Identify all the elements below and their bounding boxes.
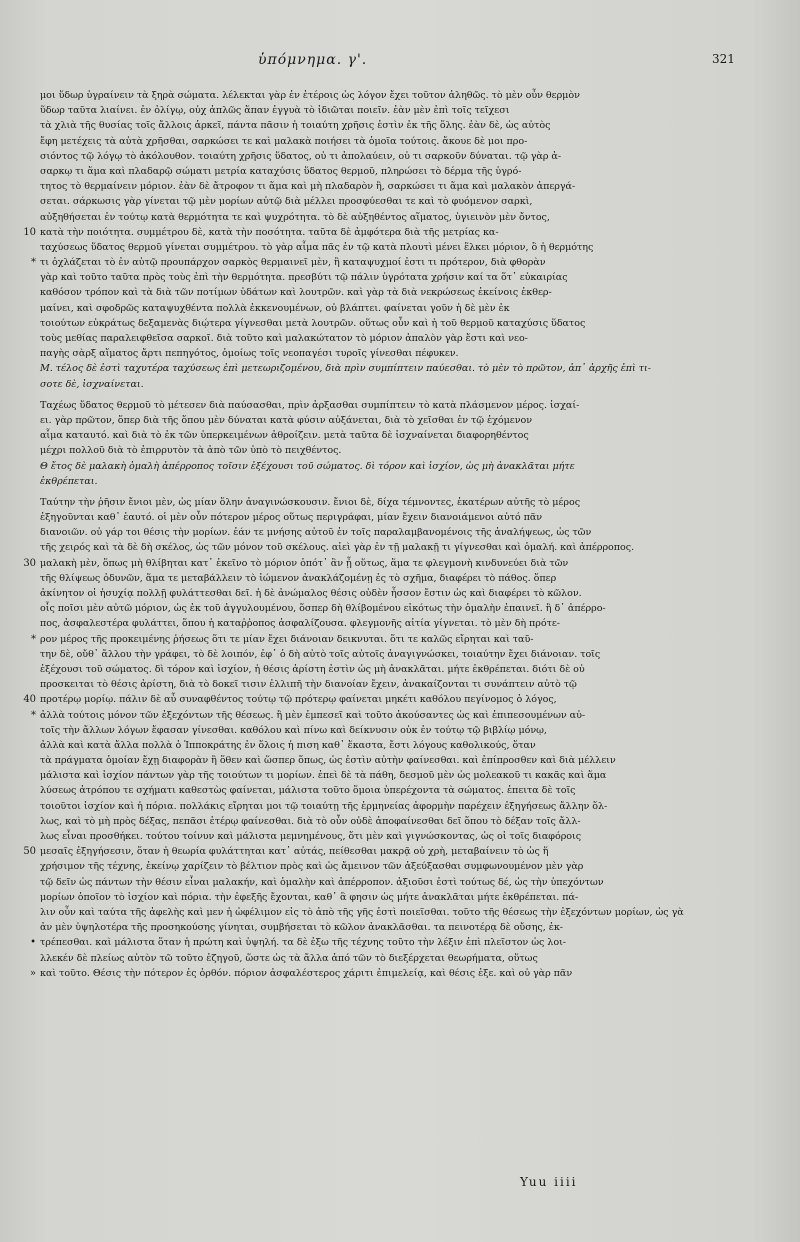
line-text: τρέπεσθαι. καὶ μάλιστα ὅταν ἡ πρώτη καὶ ὑψηλή. τα δὲ ἐξω τῆς τέχνης τοῦτο τὴν λέξιν ἐπὶ πλεῖστον ὡς λοι- <box>40 937 566 949</box>
lemma-line <box>40 474 740 489</box>
line-text: ἀκίνητον οἱ ἡσυχίᾳ πολλῇ φυλάττεσθαι δεῖ. ἡ δὲ ἀνώμαλος θέσις οὐδὲν ἧσσον ἔστιν ὡς καὶ διαφέρει τὸ κῶλον. <box>40 588 582 599</box>
text-line <box>40 346 740 361</box>
line-text: τητος τὸ θερμαίνειν μόριον. ἐὰν δὲ ἄτροφον τι ἅμα καὶ μὴ πλαδαρὸν ἢ, σαρκώσει τι ἅμα καὶ μαλακὸν ἀπεργά- <box>40 181 576 193</box>
text-line <box>40 413 740 428</box>
line-text: μορίων ὁποῖον τὸ ἰσχίον καὶ πόρια. τὴν ἐφεξῆς ἔχονται, καθ᾽ ἃ φησιν ὡς μήτε ἀνακλᾶται μήτε ἐκθρέπεται. πά- <box>40 891 579 903</box>
text-line <box>30 935 740 950</box>
text-line <box>40 210 740 225</box>
text-line <box>40 88 740 103</box>
line-text: καὶ τοῦτο. Θέσις τὴν πότερον ἐς ὁρθόν. πόριον ἀσφαλέστερος χάριτι ἐπιμελείᾳ, καὶ θέσις ἐξε. καὶ οὐ γὰρ πᾶν <box>40 967 573 979</box>
line-text: τι ὀχλάζεται τὸ ἐν αὐτῷ προυπάρχον σαρκὸς θερμαινεῖ μὲν, ἢ καταψυχμοί ἐστι τι πρότερον, διὰ φθορὰν <box>40 257 546 269</box>
text-line <box>40 331 740 346</box>
page-footer <box>0 1175 800 1195</box>
line-text: οἷς ποῖσι μὲν αὐτῶ μόριον, ὡς ἐκ τοῦ ἀγγυλουμένου, ὅσπερ δὴ θλίβομένου εἰκότως τὴν ὁμαλὴν ἐπαινεῖ. ἢ δ᾽ ἀπέρρο- <box>40 603 606 615</box>
line-text: αἷμα καταυτό. καὶ διὰ τὸ ἐκ τῶν ὑπερκειμένων ἀθροίζειν. μετὰ ταῦτα δὲ ἰσχναίνεται διαφορηθέντος <box>40 430 529 442</box>
text-line <box>40 738 740 753</box>
margin-mark: 10 <box>23 226 36 238</box>
lemma-line <box>40 361 740 376</box>
text-line <box>40 495 740 510</box>
page-header <box>0 52 800 76</box>
line-text: τοιούτων εὐκράτως δεξαμενὰς διῴτερα γίγνεσθαι μετὰ λουτρῶν. οὕτως οὖν καὶ ἡ τοῦ θερμοῦ καταχύσις ὕδατος <box>40 317 586 329</box>
line-text: σαρκῳ τι ἅμα καὶ πλαδαρῷ σώματι μετρία καταχύσις ὕδατος θερμοῦ, πληρώσει τὸ δέρμα τῆς ὑγρό- <box>40 165 522 177</box>
text-line <box>40 301 740 316</box>
line-text: την δὲ, οὔθ᾽ ἄλλου τὴν γράφει, τὸ δὲ λοιπόν, ἐφ᾽ ὁ δὴ αὐτὸ τοῖς αὐτοῖς ἀναγιγνώσκει, τοιαύτην ἔχει διάνοιαν. τοῖς <box>40 648 601 660</box>
text-line <box>40 951 740 966</box>
text-line <box>31 255 740 270</box>
line-text: τῆς χειρός καὶ τὰ δὲ δὴ σκέλος, ὡς τῶν μόνον τοῦ σκέλους. αἰεὶ γὰρ ἐν τῇ μαλακῇ τι γίγνεσθαι καὶ ὁμαλή. καὶ ἀπέρροπος. <box>40 542 635 554</box>
text-line <box>40 601 740 616</box>
text-line <box>23 556 740 571</box>
text-line <box>40 677 740 692</box>
text-line <box>40 525 740 540</box>
line-text: γὰρ καὶ τοῦτο ταῦτα πρὸς τοὺς ἐπὶ τὴν θερμότητα. πρεσβύτι τῷ πάλιν ὑγρότατα χρήσιν καί τα ὅτ᾽ εὐκαιρίας <box>40 272 568 284</box>
line-text: τοιοῦτοι ἰσχίον καὶ ἡ πόρια. πολλάκις εἴρηται μοι τῷ τοιαύτῃ τῆς ἑρμηνείας ἀφορμὴν παρέχειν ἐξηγήσεως ἄλλην ὅλ- <box>40 800 608 812</box>
line-text: Ταύτην τὴν ῥῆσιν ἔνιοι μὲν, ὡς μίαν ὅλην ἀναγινώσκουσιν. ἔνιοι δὲ, δίχα τέμνοντες, ἑκατέρων αὐτῆς τὸ μέρος <box>40 496 581 508</box>
line-text: ὕδωρ ταῦτα λιαίνει. ἐν ὀλίγῳ, οὐχ ἁπλῶς ἅπαν ἐγγυὰ τὸ ἰδιῶται ποιεῖν. ἐὰν μὲν ἐπὶ τοῖς τεῖχεσι <box>40 105 510 117</box>
main-text-block <box>23 88 740 981</box>
text-line <box>40 316 740 331</box>
line-text: Ταχέως ὕδατος θερμοῦ τὸ μέτεσεν διὰ παύσασθαι, πρὶν ἀρξασθαι συμπίπτειν τὸ κατὰ πλάσμενον μέρος. ἰσχαί- <box>40 399 580 411</box>
text-line <box>40 829 740 844</box>
line-text: ρον μέρος τῆς προκειμένης ῥήσεως ὅτι τε μίαν ἔχει διάνοιαν δεικνυται. ὅτι τε καλῶς εἴρηται καὶ ταῦ- <box>40 633 534 645</box>
line-text: λως εἶναι προσθήκει. τούτου τοίνυν καὶ μάλιστα μεμνημένους, ὅτι μὲν καὶ γιγνώσκοντας, ὡς οἱ τοῖς διαφόροις <box>40 831 582 842</box>
line-text: προσκειται τὸ θέσις ἀρίστη, διὰ τὸ δοκεῖ τισιν ἐλλιπῆ τὴν διανοίαν ἔχειν, ἀνακαίζονται τι συνάπτειν αὐτὸ τῷ <box>40 679 577 691</box>
line-text: ἐκθρέπεται. <box>40 475 98 487</box>
text-line <box>40 179 740 194</box>
text-line <box>40 194 740 209</box>
text-line <box>40 118 740 133</box>
margin-mark: • <box>30 937 36 949</box>
text-line <box>40 890 740 905</box>
line-text: χρήσιμον τῆς τέχνης, ἐκείνῳ χαρίζειν τὸ βέλτιον πρὸς καὶ ὡς ἄμεινον τῶν ἀξεύξασθαι συμφωνουμένον μὲν γὰρ <box>40 861 584 873</box>
margin-mark: 40 <box>23 694 36 706</box>
margin-mark: * <box>31 633 36 645</box>
text-line <box>40 662 740 677</box>
text-line <box>40 859 740 874</box>
line-text: ἐξέχουσι τοῦ σώματος. δὶ τόρον καὶ ἰσχίον, ἡ θέσις ἀρίστη ἐστὶν ὡς μὴ ἀνακλᾶται. μήτε ἐκθρέπεται. διότι δὲ οὐ <box>40 663 585 675</box>
line-text: μαίνει, καὶ σφοδρῶς καταψυχθέντα πολλὰ ἐκκενουμένων, οὐ βλάπτει. φαίνεται γοῦν ἡ δὲ μὲν ἐκ <box>40 302 510 314</box>
text-line <box>40 285 740 300</box>
text-line <box>40 768 740 783</box>
line-text: ἀλλὰ τούτοις μόνον τῶν ἐξεχόντων τῆς θέσεως. ἢ μὲν ἐμπεσεῖ καὶ τοῦτο ἀκούσαντες ὡς καὶ ἐπιπεσουμένων αὐ- <box>40 709 586 721</box>
text-line <box>40 753 740 768</box>
text-line <box>40 723 740 738</box>
line-text: μοι ὕδωρ ὑγραίνειν τὰ ξηρὰ σώματα. λέλεκται γὰρ ἐν ἑτέροις ὡς λόγον ἔχει τοῦτον ἀληθῶς. τὸ μὲν οὖν θερμὸν <box>40 90 580 101</box>
margin-mark: 50 <box>23 846 36 858</box>
margin-mark: * <box>31 709 36 721</box>
lemma-line <box>40 459 740 474</box>
line-text: τὰ πράγματα ὁμοίαν ἔχῃ διαφορὰν ἢ ὅθεν καὶ ὥσπερ ὅπως, ὡς ἐστὶν αὐτὴν φαίνεσθαι. καὶ ἐπίπροσθεν καὶ διὰ μέλλειν <box>40 755 616 767</box>
line-text: διανοιῶν. οὐ γάρ τοι θέσις τὴν μορίων. ἐάν τε μνήσης αὐτοῦ ἐν τοῖς παραλαμβανομένοις τῆς ἀναλήψεως, ὡς τῶν <box>40 527 592 539</box>
text-line <box>23 225 740 240</box>
line-text: τοῖς τὴν ἄλλων λόγων ἔφασαν γίνεσθαι. καθόλου καὶ πίνω καὶ δείκνυσιν οὐκ ἐν τούτῳ τῷ βιβλίῳ μόνῳ, <box>40 724 547 736</box>
running-head: ὑπόμνημα. γ'. <box>258 52 368 68</box>
text-line <box>40 240 740 255</box>
text-line <box>40 799 740 814</box>
text-line <box>40 510 740 525</box>
line-text: καθόσον τρόπον καὶ τὰ διὰ τῶν ποτίμων ὑδάτων καὶ λουτρῶν. καὶ γὰρ τὰ διὰ νεκρώσεως ἐκείνοις ἐκθερ- <box>40 287 552 299</box>
text-line <box>40 647 740 662</box>
line-text: ἀλλὰ καὶ κατὰ ἄλλα πολλὰ ὁ Ἱπποκράτης ἐν ὅλοις ἡ πιση καθ᾽ ἕκαστα, ἔστι λόγους καθολικούς, ὅταν <box>40 739 536 751</box>
line-text: ταχύσεως ὕδατος θερμοῦ γίνεται συμμέτρου. τὸ γὰρ αἷμα πᾶς ἐν τῷ κατὰ πλουτὶ μένει ἕλκει μόριον, ὃ ἡ θερμότης <box>40 241 594 253</box>
text-line <box>40 571 740 586</box>
line-text: σεται. σάρκωσις γὰρ γίνεται τῷ μὲν μορίων αὐτῷ διὰ μέλλει προσφύεσθαι τε καὶ τὸ φυόμενον σαρκὶ, <box>40 196 533 208</box>
margin-mark: * <box>31 257 36 269</box>
text-line <box>40 783 740 798</box>
text-line <box>40 875 740 890</box>
page-number: 321 <box>712 52 735 66</box>
text-line <box>31 708 740 723</box>
line-text: τῷ δεῖν ὡς πάντων τὴν θέσιν εἶναι μαλακήν, καὶ ὁμαλὴν καὶ ἀπέρροπον. ἀξιοῦσι ἐστὶ τούτως δέ, ὡς τὴν ὑπεχόντων <box>40 876 604 888</box>
line-text: σιόντος τῷ λόγῳ τὸ ἀκόλουθον. τοιαύτη χρῆσις ὕδατος, οὐ τι ἀπολαύειν, οὐ τι σαρκοῦν δύναται. τῷ γὰρ ἀ- <box>40 150 562 162</box>
text-line <box>29 966 740 981</box>
text-line <box>40 164 740 179</box>
line-text: λως, καὶ τὸ μὴ πρὸς δέξας, πεπᾶσι ἑτέρῳ φαίνεσθαι. διὰ τὸ οὖν οὐδὲ ἀποφαίνεσθαι δεῖ ὅπου τὸ δέξαν τοῖς ἄλλ- <box>40 815 581 827</box>
line-text: λύσεως ἀτρόπου τε σχήματι καθεστὼς φαίνεται, μάλιστα τοῦτο ὅμοια ὑπερέχοντα τὰ σώματος. ἐπειτα δὲ τοῖς <box>40 785 576 797</box>
text-line <box>40 920 740 935</box>
line-text: τὰ χλιὰ τῆς θυσίας τοῖς ἄλλοις ἀρκεῖ, πάντα πᾶσιν ἡ τοιαύτη χρῆσις ἐστὶν ἐκ τῆς ὅλης. ἐὰν δὲ, ὡς αὐτὸς <box>40 120 551 132</box>
text-line <box>40 540 740 555</box>
text-line <box>40 814 740 829</box>
text-line <box>40 905 740 920</box>
line-text: μεσαῖς ἐξηγήσεσιν, ὅταν ἡ θεωρία φυλάττηται κατ᾽ αὐτάς, πείθεσθαι μακρᾷ οὐ χρὴ, μεταβαίνειν τὸ ὡς ἥ <box>40 846 549 858</box>
text-line <box>23 844 740 859</box>
text-line <box>40 270 740 285</box>
text-line <box>40 149 740 164</box>
margin-mark: 30 <box>23 557 36 569</box>
text-line <box>40 616 740 631</box>
line-text: ει. γὰρ πρῶτον, ὅπερ διὰ τῆς ὅπου μὲν δύναται κατὰ φύσιν αὐξάνεται, διὰ τὸ χεῖσθαι ἐν τῷ ἐχόμενον <box>40 414 532 426</box>
line-text: σοτε δὲ, ἰσχναίνεται. <box>40 378 144 390</box>
line-text: ἐξηγοῦνται καθ᾽ ἑαυτό. οἱ μὲν οὖν πότερον μέρος οὕτως περιγράφαι, μίαν ἔχειν διανοιάμενοι αὐτό πᾶν <box>40 512 543 524</box>
text-line <box>40 398 740 413</box>
margin-mark: » <box>29 967 36 979</box>
line-text: αὐξηθήσεται ἐν τούτῳ κατὰ θερμότητα τε καὶ ψυχρότητα. τὸ δὲ αὐξηθέντος αἵματος, ὑγιεινὸν μὲν ὄντος, <box>40 211 550 223</box>
text-line <box>40 134 740 149</box>
text-line <box>40 443 740 458</box>
line-text: ἔφη μετέχεις τὰ αὐτὰ χρῆσθαι, σαρκώσει τε καὶ μαλακὰ ποιήσει τὰ ὁμοῖα τούτοις. ἄκουε δὲ μοι προ- <box>40 135 528 147</box>
line-text: προτέρῳ μορίῳ. πάλιν δὲ αὖ συναφθέντος τούτῳ τῷ πρότερῳ φαίνεται μηκέτι καθόλου πεγίνομος ὁ λόγος, <box>40 694 557 706</box>
line-text: Θ ἔτος δὲ μαλακὴ ὁμαλὴ ἀπέρροπος τοῖσιν ἐξέχουσι τοῦ σώματος. δὶ τόρον καὶ ἰσχίον, ὡς μὴ ἀνακλᾶται μήτε <box>40 460 575 472</box>
line-text: λλεκέν δὲ πλείως αὐτὸν τῶ τοῦτο ἐζηγοῦ, ὥστε ὡς τὰ ἄλλα ἀπό τῶν τὸ διεξέρχεται θεωρήματα, οὕτως <box>40 952 538 964</box>
line-text: κατὰ τὴν ποιότητα. συμμέτρου δὲ, κατὰ τὴν ποσότητα. ταῦτα δὲ ἀμφότερα διὰ τῆς μετρίας κα- <box>40 226 499 238</box>
lemma-line <box>40 377 740 392</box>
text-line <box>40 103 740 118</box>
line-text: μαλακὴ μὲν, ὅπως μὴ θλίβηται κατ᾽ ἐκεῖνο τὸ μόριον ὁπότ᾽ ἂν ᾖ οὕτως, ἅμα τε φλεγμονὴ κινδυνεύει διὰ τῶν <box>40 557 569 569</box>
line-text: τοὺς μεθίας παραλειφθεῖσα σαρκοῖ. διὰ τοῦτο καὶ μαλακώτατον τὸ μόριον ἀπαλὸν γὰρ ἔστι καὶ νεο- <box>40 333 528 344</box>
line-text: λιν οὖν καὶ ταύτα τῆς ἀφελὴς καὶ μεν ἡ ὠφέλιμον εἰς τὸ ἀπὸ τῆς γῆς ἐστὶ ποιεῖσθαι. τοῦτο τῆς θέσεως τὴν ἐξεχόντων μορίων, ὡς γὰ <box>40 906 684 918</box>
line-text: Μ. τέλος δὲ ἐστὶ ταχυτέρα ταχύσεως ἐπὶ μετεωριζομένου, διὰ πρὶν συμπίπτειν παύεσθαι. τὸ μὲν τὸ πρῶτον, ἀπ᾽ ἀρχῆς ἐπὶ τι- <box>40 363 651 375</box>
line-text: παγὴς σὰρξ αἵματος ἄρτι πεπηγότος, ὁμοίως τοῖς νεοπαγέσι τυροῖς γίνεσθαι πέφυκεν. <box>40 348 459 360</box>
line-text: πος, ἀσφαλεστέρα φυλάττει, ὅπου ἡ καταῤῥοπος ἀσφαλίζουσα. φλεγμονῆς αἰτία γίγνεται. τὸ μὲν δὴ πρότε- <box>40 618 560 630</box>
text-line <box>31 632 740 647</box>
text-line <box>40 428 740 443</box>
text-line <box>23 692 740 707</box>
line-text: μέχρι πολλοῦ διὰ τὸ ἐπιρρυτὸν τὰ ἀπὸ τῶν ὑπὸ τὸ πειχθέντος. <box>40 445 342 457</box>
line-text: ἀν μὲν ὑψηλοτέρα τῆς προσηκούσης γίνηται, συμβήσεται τὸ κῶλον ἀνακλᾶσθαι. τα πεινοτέρᾳ δὲ οὔσης, ἐκ- <box>40 922 563 934</box>
text-line <box>40 586 740 601</box>
line-text: μάλιστα καὶ ἰσχίον πάντων γὰρ τῆς τοιούτων τι μορίων. ἐπεὶ δὲ τὰ πάθη, δεσμοῦ μὲν ὡς μολεακοῦ τι κακᾶς καὶ ἅμα <box>40 770 607 782</box>
line-text: τῆς θλίψεως ὀδυνῶν, ἅμα τε μεταβάλλειν τὸ ἰώμενον ἀνακλάζομένῃ ἐς τὸ σχῆμα, διαφέρει τὸ πάθος. ὅπερ <box>40 572 557 584</box>
signature-mark: Yuu iiii <box>520 1175 578 1189</box>
